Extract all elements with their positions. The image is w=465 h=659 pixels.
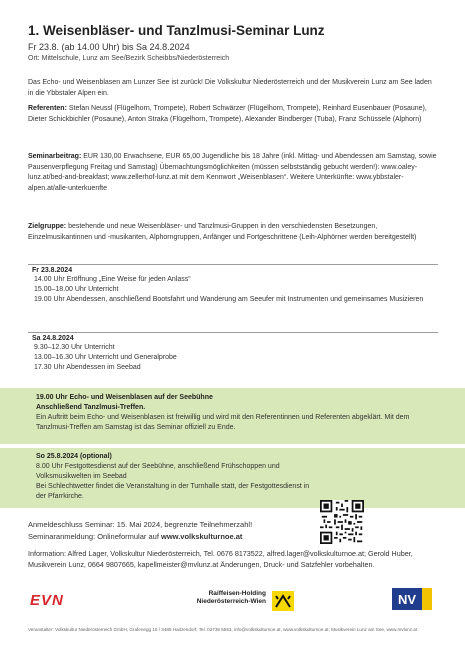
- intro-paragraph: Das Echo- und Weisenblasen am Lunzer See ist zurück! Die Volkskultur Niederösterreich und der Musikverein Lunz am See laden in die Ybbstaler Alpen ein.: [28, 79, 432, 97]
- raiffeisen-logo-text: Raiffeisen-Holding Niederösterreich-Wien: [196, 590, 266, 605]
- sunday-section: [0, 448, 465, 508]
- target-paragraph: [28, 222, 438, 243]
- sunday-item: 8.00 Uhr Festgottesdienst auf der Seebühne, anschließend Frühschoppen und Volksmusikwelten im Seebad: [36, 463, 280, 480]
- echo-text: Ein Auftritt beim Echo- und Weisenblasen ist freiwillig und wird mit den Referentinnen und Referenten abgeklärt. Mit dem Tanzlmusi-Treffen am Samstag ist das Seminar offiziell zu Ende.: [36, 414, 410, 431]
- info-paragraph: Information: Alfred Lager, Volkskultur Niederösterreich, Tel. 0676 8173522, alfred.lager@volkskulturnoe.at; Gerold Huber, Musikverein Lunz, 0664 9807665, kapellmeister@mvlunz.at Änderungen, Druck- und Satzfehler vorbehalten.: [28, 549, 413, 569]
- friday-schedule: [28, 264, 438, 305]
- schedule-item: 14.00 Uhr Eröffnung „Eine Weise für jeden Anlass“: [34, 276, 191, 283]
- registration-online: [28, 531, 242, 542]
- schedule-item: 13.00–16.30 Uhr Unterricht und Generalprobe: [34, 354, 177, 361]
- schedule-item: 9.30–12.30 Uhr Unterricht: [34, 344, 115, 351]
- saturday-heading: Sa 24.8.2024: [32, 335, 74, 342]
- referents-paragraph: [28, 104, 438, 125]
- sunday-item: Bei Schlechtwetter findet die Veranstaltung in der Turnhalle statt, der Festgottesdienst in der Pfarrkirche.: [36, 483, 310, 500]
- schedule-item: 15.00–18.00 Uhr Unterricht: [34, 286, 119, 293]
- page-title: 1. Weisenbläser- und Tanzlmusi-Seminar Lunz: [28, 23, 325, 38]
- registration-link[interactable]: www.volkskulturnoe.at: [161, 532, 243, 541]
- raiffeisen-gable-icon: [272, 591, 294, 611]
- registration-deadline: Anmeldeschluss Seminar: 15. Mai 2024, begrenzte Teilnehmerzahl!: [28, 520, 253, 529]
- date-line: Fr 23.8. (ab 14.00 Uhr) bis Sa 24.8.2024: [28, 42, 190, 52]
- nv-logo-text: NV: [397, 592, 417, 607]
- echo-section: [0, 388, 465, 444]
- schedule-item: 17.30 Uhr Abendessen im Seebad: [34, 364, 141, 371]
- location-line: Ort: Mittelschule, Lunz am See/Bezirk Scheibbs/Niederösterreich: [28, 55, 230, 62]
- nv-logo: [392, 588, 432, 610]
- echo-subheading: Anschließend Tanzlmusi-Treffen.: [36, 404, 146, 411]
- sunday-heading: So 25.8.2024 (optional): [36, 453, 112, 460]
- referents-text: Stefan Neussl (Flügelhorn, Trompete), Robert Schwärzer (Flügelhorn, Trompete), Reinhard Eusenbauer (Posaune), Dieter Schickbichler (Posaune), Anton Straka (Flügelhorn, Trompete), Alexander Bindberger (Tuba), Franz Schüssele (Alphorn): [28, 105, 427, 123]
- fee-label: Seminarbeitrag:: [28, 153, 82, 160]
- saturday-schedule: [28, 332, 438, 373]
- target-text: bestehende und neue Weisenbläser- und Tanzlmusi-Gruppen in den verschiedensten Besetzungen, Einzelmusikantinnen und -musikanten, Alphorngruppen, Anfänger und Fortgeschrittene (Leih-Alphörner werden bereitgestellt): [28, 223, 417, 241]
- nv-logo-mark: [392, 588, 432, 610]
- registration-online-prefix: Seminaranmeldung: Onlineformular auf: [28, 532, 161, 541]
- friday-heading: Fr 23.8.2024: [32, 267, 73, 274]
- raiffeisen-logo: [180, 590, 310, 612]
- qr-code-icon[interactable]: [320, 500, 364, 544]
- referents-label: Referenten:: [28, 105, 67, 112]
- evn-logo: EVN: [30, 592, 64, 609]
- schedule-item: 19.00 Uhr Abendessen, anschließend Bootsfahrt und Wanderung am Seeufer mit Instrumenten und gemeinsames Musizieren: [34, 296, 424, 303]
- target-label: Zielgruppe:: [28, 223, 67, 230]
- imprint-text: Veranstalter: Volkskultur Niederösterreich GmbH, Grafenegg 10 / 3485 Haitzendorf, Tel. 02735 5553, info@volkskulturnoe.at, www.volkskulturnoe.at; Musikverein Lunz am See, www.mvlunz.at: [28, 627, 418, 632]
- echo-heading: 19.00 Uhr Echo- und Weisenblasen auf der Seebühne: [36, 394, 213, 401]
- fee-text: EUR 130,00 Erwachsene, EUR 65,00 Jugendliche bis 18 Jahre (inkl. Mittag- und Abendessen am Samstag, sowie Pausenverpflegung Freitag und Samstag) Übernachtungsmöglichkeiten (müssen selbstständig gebucht werden!): www.oaley-lunz.at/bed-and-breakfast; www.zellerhof-lunz.at mit dem Kennwort „Weisenblasen“. Weitere Unterkünfte: www.ybbstaler-alpen.at/alle-unterkuenfte: [28, 153, 437, 192]
- fee-paragraph: [28, 152, 438, 194]
